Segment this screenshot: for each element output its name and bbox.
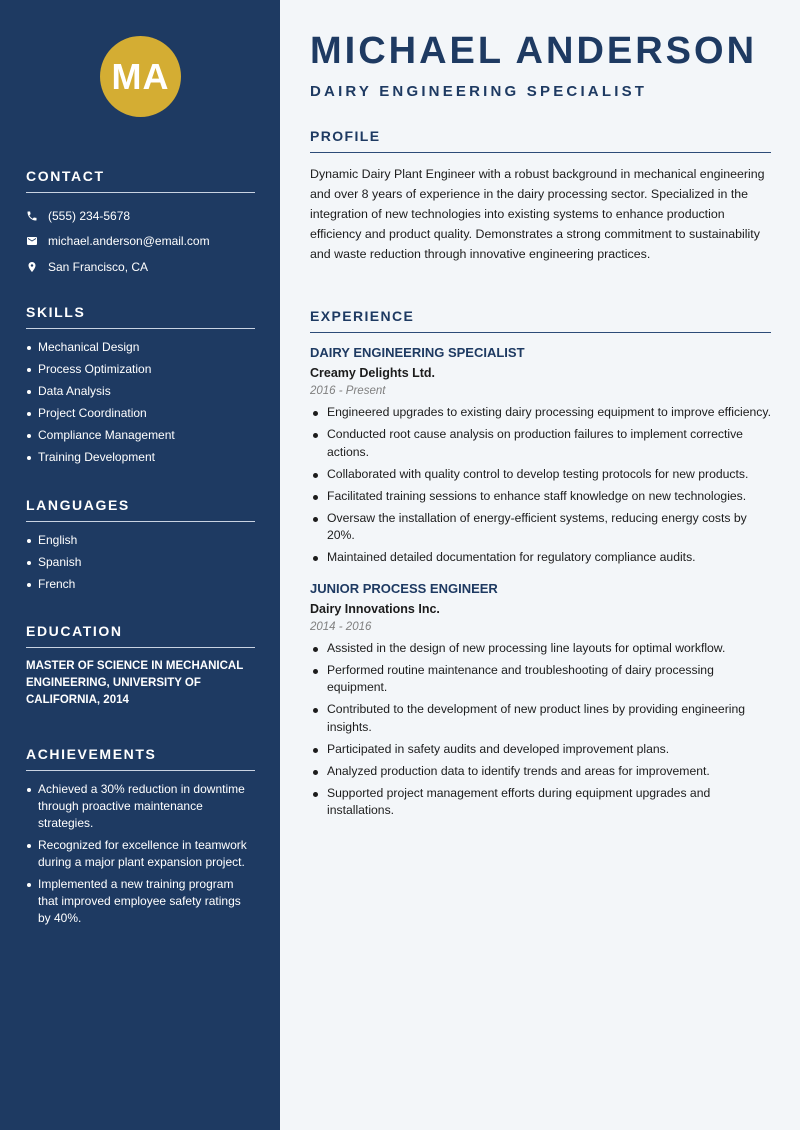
- job-bullet: Maintained detailed documentation for regulatory compliance audits.: [310, 549, 771, 567]
- skill-item: Training Development: [26, 449, 255, 466]
- sidebar: [0, 0, 280, 1130]
- languages-section: [26, 497, 255, 598]
- language-item: Spanish: [26, 554, 255, 571]
- contact-location: [26, 254, 255, 280]
- avatar: MA: [100, 36, 181, 117]
- job-title: JUNIOR PROCESS ENGINEER: [310, 580, 498, 596]
- skill-item: Compliance Management: [26, 427, 255, 444]
- achievements-section: [26, 746, 255, 932]
- skill-item: Process Optimization: [26, 361, 255, 378]
- languages-list: [26, 532, 255, 593]
- education-heading: EDUCATION: [26, 623, 255, 648]
- email-icon: [26, 235, 48, 247]
- job-bullet: Contributed to the development of new product lines by providing engineering insights.: [310, 701, 771, 736]
- job-bullet: Facilitated training sessions to enhance staff knowledge on new technologies.: [310, 488, 771, 506]
- achievements-list: [26, 781, 255, 927]
- job-bullet: Participated in safety audits and developed improvement plans.: [310, 741, 771, 759]
- job-bullet: Supported project management efforts during equipment upgrades and installations.: [310, 785, 771, 820]
- languages-heading: LANGUAGES: [26, 497, 255, 522]
- experience-heading: EXPERIENCE: [310, 308, 771, 333]
- job-dates: 2016 - Present: [310, 385, 386, 397]
- phone-text: (555) 234-5678: [48, 208, 131, 223]
- skills-list: [26, 339, 255, 466]
- job-bullets: [310, 640, 771, 820]
- skill-item: Data Analysis: [26, 383, 255, 400]
- job-bullet: Performed routine maintenance and troubleshooting of dairy processing equipment.: [310, 662, 771, 697]
- job-title: DAIRY ENGINEERING SPECIALIST: [310, 345, 525, 360]
- language-item: French: [26, 576, 255, 593]
- job-company: Dairy Innovations Inc.: [310, 601, 440, 616]
- job-bullet: Assisted in the design of new processing line layouts for optimal workflow.: [310, 640, 771, 658]
- skill-item: Project Coordination: [26, 405, 255, 422]
- achievement-item: Implemented a new training program that improved employee safety ratings by 40%.: [26, 876, 255, 927]
- job-entry: [310, 581, 771, 820]
- contact-phone[interactable]: [26, 203, 255, 229]
- contact-section: [26, 168, 255, 280]
- email-text: michael.anderson@email.com: [48, 234, 210, 249]
- achievement-item: Recognized for excellence in teamwork during a major plant expansion project.: [26, 837, 255, 871]
- contact-list: [26, 203, 255, 280]
- contact-heading: CONTACT: [26, 168, 255, 193]
- education-degree: MASTER OF SCIENCE IN MECHANICAL ENGINEERING, UNIVERSITY OF CALIFORNIA, 2014: [26, 660, 244, 706]
- candidate-name: MICHAEL ANDERSON: [310, 30, 758, 72]
- experience-section: [310, 308, 771, 824]
- job-bullet: Collaborated with quality control to develop testing protocols for new products.: [310, 466, 771, 484]
- language-item: English: [26, 532, 255, 549]
- job-dates: 2014 - 2016: [310, 620, 372, 633]
- job-bullets: [310, 404, 771, 567]
- job-entry: [310, 345, 771, 567]
- skills-heading: SKILLS: [26, 304, 255, 329]
- achievements-heading: ACHIEVEMENTS: [26, 746, 255, 771]
- job-company: Creamy Delights Ltd.: [310, 366, 436, 380]
- job-bullet: Engineered upgrades to existing dairy processing equipment to improve efficiency.: [310, 404, 771, 422]
- job-bullet: Conducted root cause analysis on production failures to implement corrective actions.: [310, 426, 771, 461]
- job-bullet: Oversaw the installation of energy-efficient systems, reducing energy costs by 20%.: [310, 510, 771, 545]
- achievement-item: Achieved a 30% reduction in downtime through proactive maintenance strategies.: [26, 781, 255, 832]
- location-text: San Francisco, CA: [48, 259, 149, 274]
- location-pin-icon: [26, 261, 48, 273]
- education-section: [26, 623, 255, 709]
- profile-text: Dynamic Dairy Plant Engineer with a robust background in mechanical engineering and over 8 years of experience in the dairy processing sector. Specialized in the integration of new technologies into existing systems to enhance production efficiency and product quality. Demonstrates a strong commitment to sustainability and waste reduction through innovative engineering practices.: [310, 167, 765, 261]
- skills-section: [26, 304, 255, 471]
- profile-section: [310, 128, 771, 264]
- candidate-title: DAIRY ENGINEERING SPECIALIST: [310, 83, 648, 100]
- job-bullet: Analyzed production data to identify trends and areas for improvement.: [310, 763, 771, 781]
- contact-email[interactable]: [26, 229, 255, 255]
- profile-heading: PROFILE: [310, 128, 771, 153]
- skill-item: Mechanical Design: [26, 339, 255, 356]
- phone-icon: [26, 210, 48, 222]
